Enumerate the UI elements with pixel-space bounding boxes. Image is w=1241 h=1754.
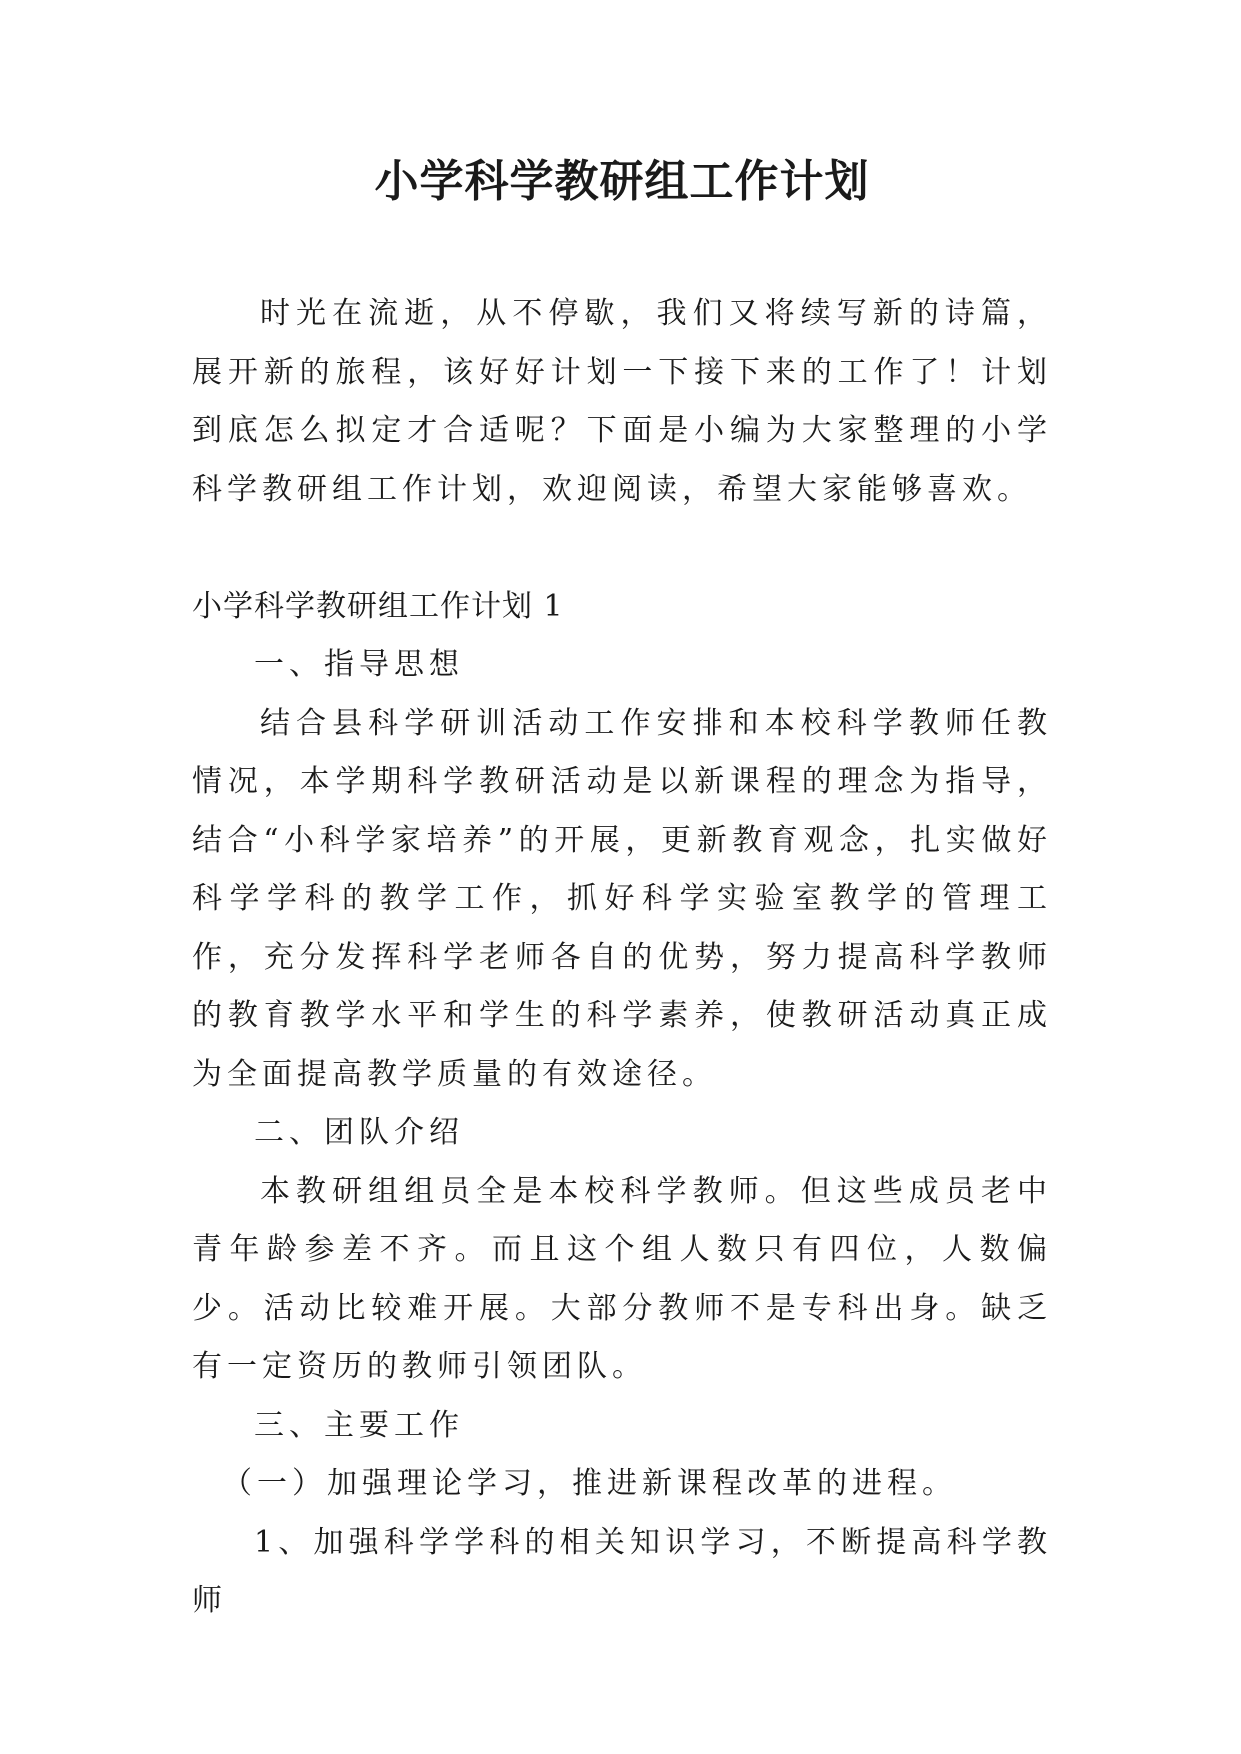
intro-paragraph: 时光在流逝，从不停歇，我们又将续写新的诗篇，展开新的旅程，该好好计划一下接下来的工作了！计划到底怎么拟定才合适呢？下面是小编为大家整理的小学科学教研组工作计划，欢迎阅读，希望大家能够喜欢。 <box>192 296 1052 507</box>
paragraph-gap <box>192 519 1052 578</box>
section2-heading: 二、团队介绍 <box>254 1115 464 1150</box>
plan-title: 小学科学教研组工作计划 1 <box>192 588 564 624</box>
document-title: 小学科学教研组工作计划 <box>374 156 870 207</box>
section3-heading: 三、主要工作 <box>254 1407 464 1443</box>
section1-heading: 一、指导思想 <box>254 647 464 682</box>
section3-subheading: （一）加强理论学习，推进新课程改革的进程。 <box>222 1466 957 1501</box>
section3-item1: 1、加强科学学科的相关知识学习，不断提高科学教师 <box>192 1524 1052 1618</box>
section1-text: 结合县科学研训活动工作安排和本校科学教师任教情况，本学期科学教研活动是以新课程的理念为指导，结合“小科学家培养”的开展，更新教育观念，扎实做好科学学科的教学工作，抓好科学实验室教学的管理工作，充分发挥科学老师各自的优势，努力提高科学教师的教育教学水平和学生的科学素养，使教研活动真正成为全面提高教学质量的有效途径。 <box>192 705 1052 1092</box>
section2-text: 本教研组组员全是本校科学教师。但这些成员老中青年龄参差不齐。而且这个组人数只有四位，人数偏少。活动比较难开展。大部分教师不是专科出身。缺乏有一定资历的教师引领团队。 <box>192 1173 1052 1384</box>
document-body <box>192 285 1052 1631</box>
